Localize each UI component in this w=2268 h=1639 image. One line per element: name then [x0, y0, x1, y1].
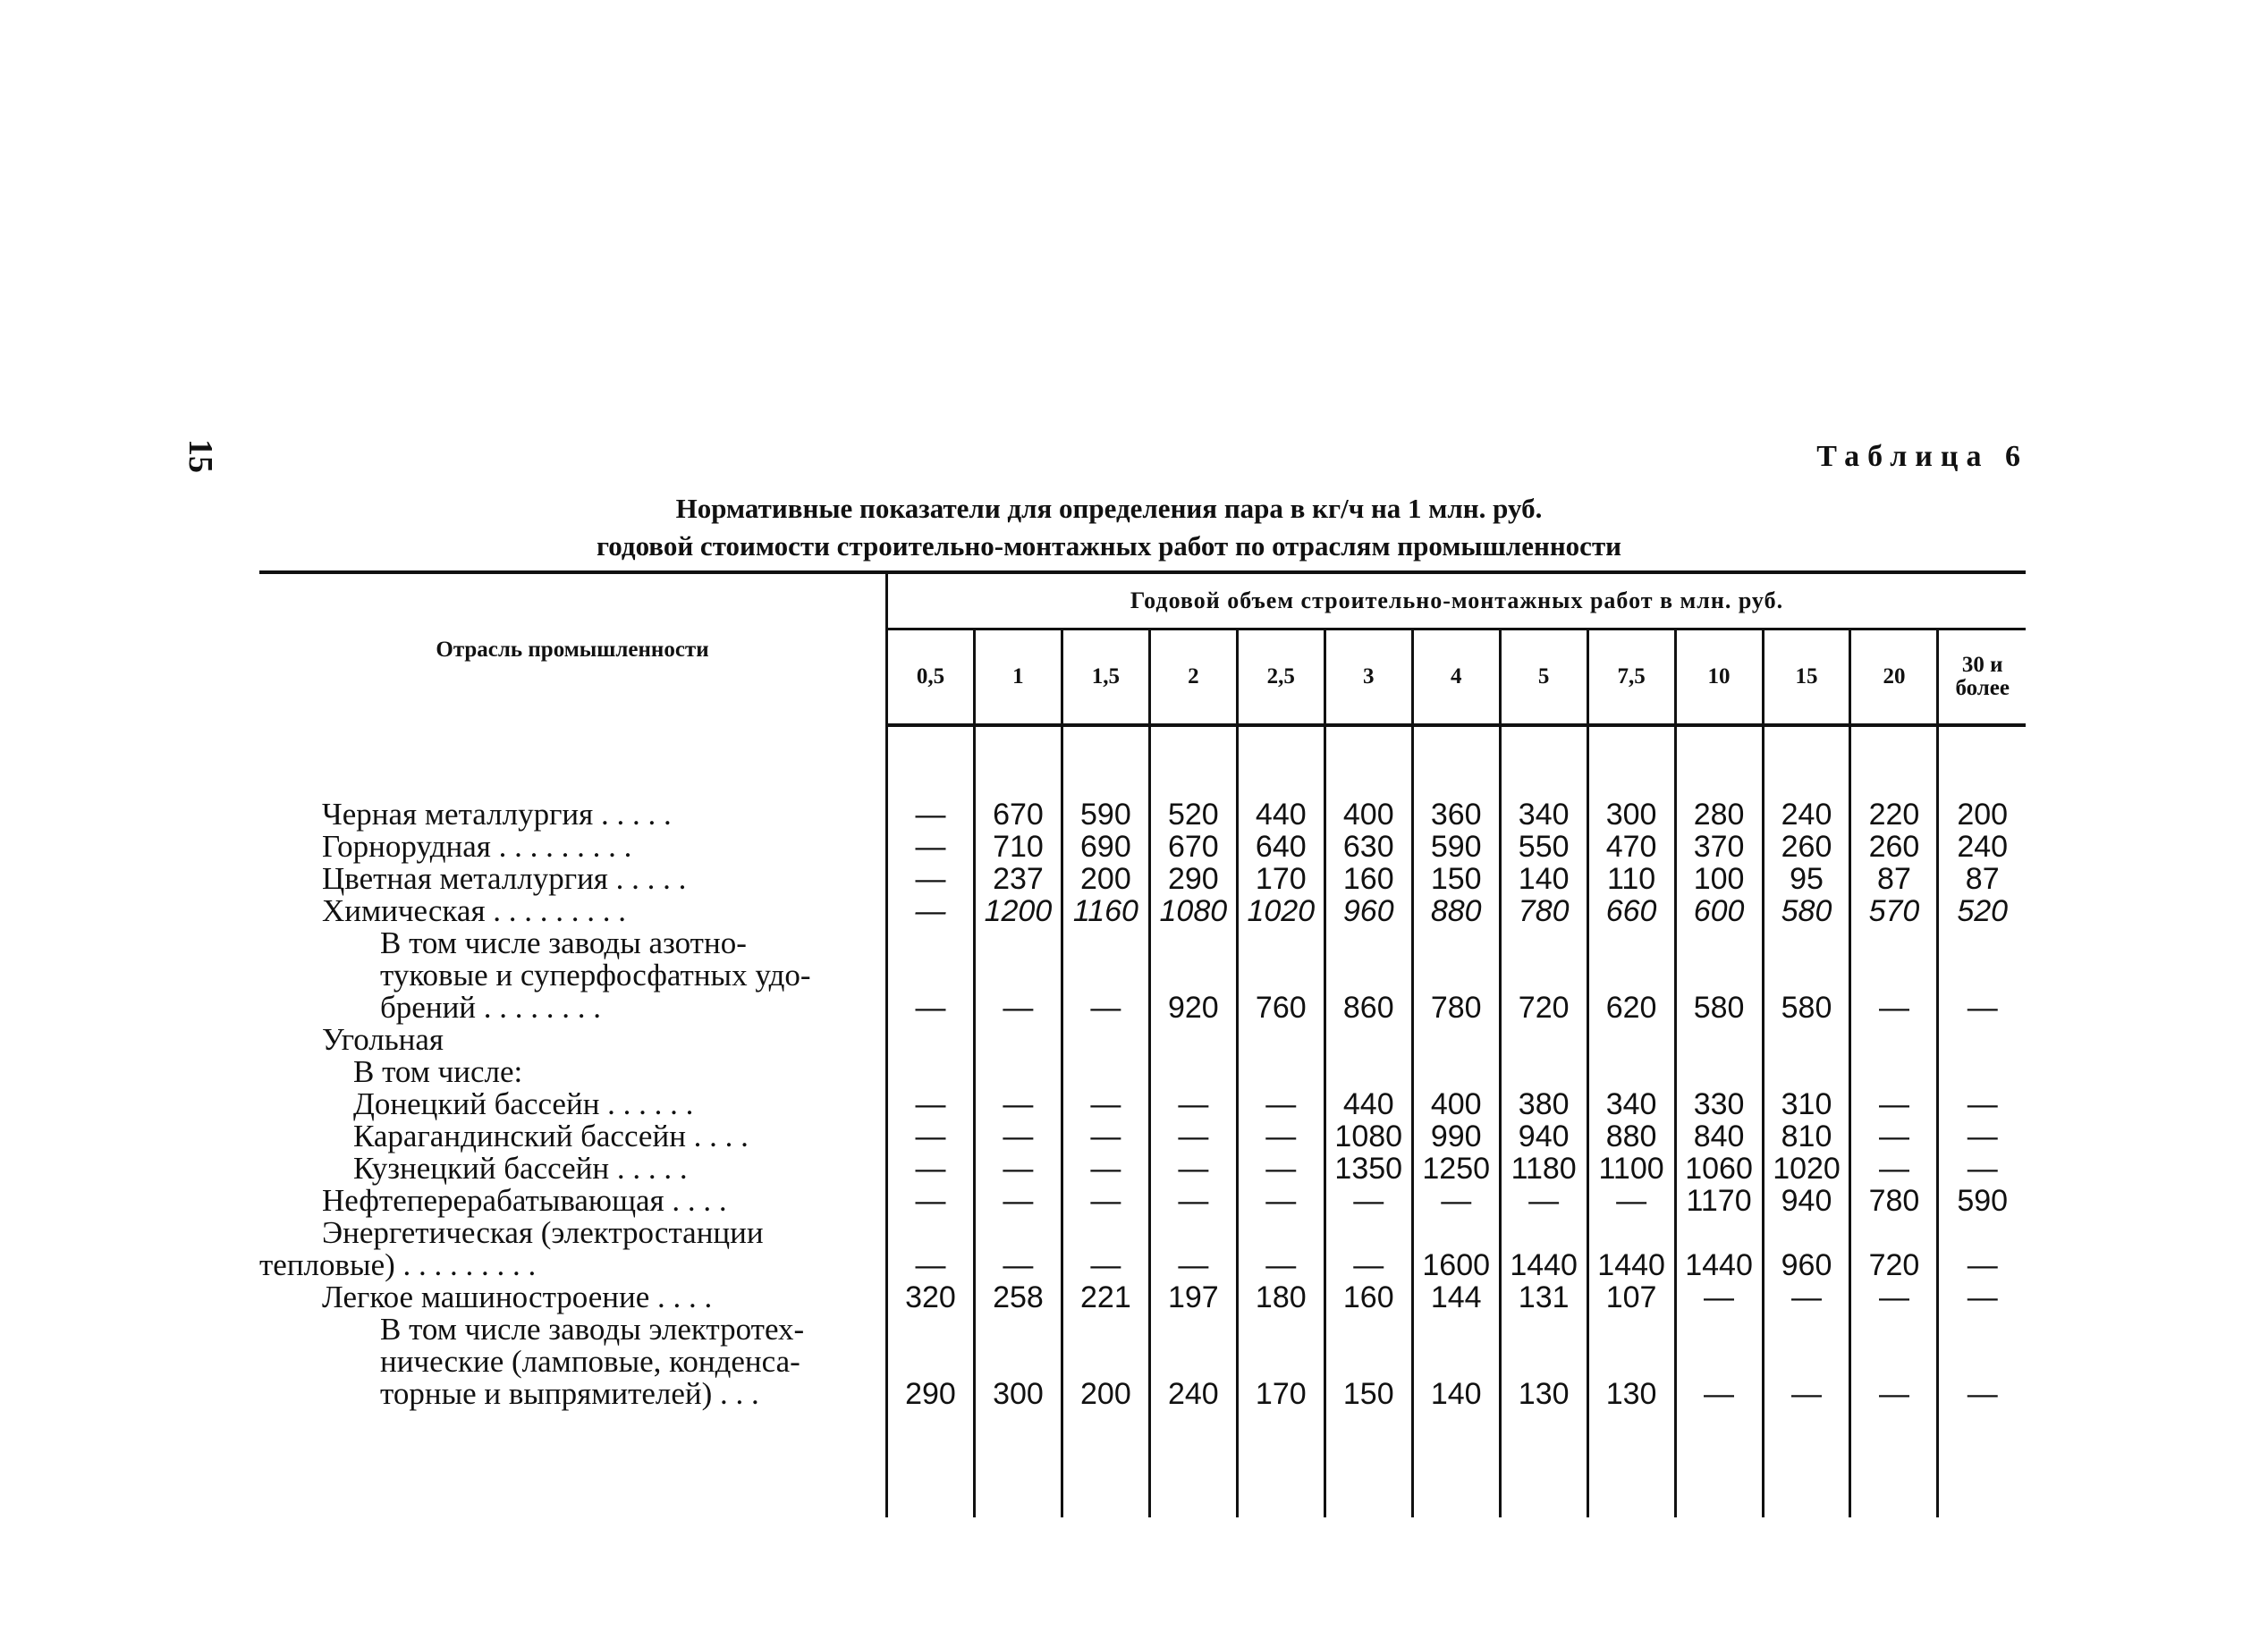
value-cell [1237, 1056, 1324, 1088]
value-cell: — [1237, 1153, 1324, 1185]
row-label: Кузнецкий бассейн . . . . . [259, 1153, 887, 1185]
value-cell: 940 [1500, 1120, 1587, 1153]
value-cell: 1180 [1500, 1153, 1587, 1185]
value-cell: 160 [1324, 1281, 1412, 1314]
value-cell: 160 [1324, 863, 1412, 895]
table-row [259, 1281, 2026, 1314]
table-row [259, 1314, 2026, 1410]
value-cell: — [1237, 1120, 1324, 1153]
value-cell: 580 [1763, 927, 1850, 1024]
value-cell [1938, 1056, 2026, 1088]
spacer-cell [974, 1410, 1062, 1517]
value-cell: 520 [1957, 894, 2009, 928]
value-cell [1587, 1056, 1675, 1088]
table-caption [259, 490, 1959, 565]
value-cell: 720 [1500, 927, 1587, 1024]
value-cell: 670 [974, 798, 1062, 831]
value-cell: 310 [1763, 1088, 1850, 1120]
value-cell: 240 [1149, 1314, 1237, 1410]
table-row [259, 798, 2026, 831]
value-cell: — [1149, 1153, 1237, 1185]
value-cell: — [1062, 927, 1149, 1024]
value-cell [1938, 1024, 2026, 1056]
value-cell: 600 [1675, 895, 1763, 927]
value-cell: 400 [1412, 1088, 1500, 1120]
value-cell: 200 [1062, 863, 1149, 895]
value-cell: 670 [1149, 831, 1237, 863]
value-cell: — [1500, 1185, 1587, 1217]
value-cell: — [1850, 1153, 1938, 1185]
row-label-line: Энергетическая (электростанции [322, 1215, 764, 1250]
row-label-line: брений . . . . . . . . [380, 990, 602, 1025]
value-cell: — [1149, 1120, 1237, 1153]
value-cell: — [1149, 1088, 1237, 1120]
value-cell: 95 [1763, 863, 1850, 895]
column-header: 2,5 [1237, 629, 1324, 726]
value-cell [1675, 1024, 1763, 1056]
table-row [259, 1056, 2026, 1088]
value-cell: 87 [1965, 862, 2000, 896]
value-cell: — [974, 1185, 1062, 1217]
value-cell: 780 [1850, 1185, 1938, 1217]
value-cell: — [974, 1153, 1062, 1185]
value-cell: — [1412, 1185, 1500, 1217]
row-label: Донецкий бассейн . . . . . . [259, 1088, 887, 1120]
value-cell: 1160 [1062, 895, 1149, 927]
value-cell: 440 [1237, 798, 1324, 831]
row-label-line: туковые и суперфосфатных удо- [380, 958, 811, 993]
value-cell: — [1850, 1314, 1938, 1410]
value-cell: 860 [1324, 927, 1412, 1024]
spacer-cell [1412, 725, 1500, 798]
value-cell: 87 [1850, 863, 1938, 895]
spacer-cell [259, 725, 887, 798]
column-header: 1,5 [1062, 629, 1149, 726]
value-cell [1324, 1056, 1412, 1088]
value-cell [1850, 1056, 1938, 1088]
spacer-cell [1324, 725, 1412, 798]
value-cell: 1080 [1324, 1120, 1412, 1153]
value-cell: 1020 [1237, 895, 1324, 927]
value-cell: 237 [974, 863, 1062, 895]
column-header: 4 [1412, 629, 1500, 726]
table-body [259, 725, 2026, 1517]
norms-table-wrap [259, 570, 2026, 1517]
branch-column-header: Отрасль промышленности [259, 572, 887, 725]
value-cell: — [887, 831, 975, 863]
value-cell [1324, 1024, 1412, 1056]
column-header: 15 [1763, 629, 1850, 726]
value-cell: 1440 [1675, 1217, 1763, 1281]
value-cell: 197 [1149, 1281, 1237, 1314]
value-cell [1763, 1056, 1850, 1088]
value-cell: 290 [887, 1314, 975, 1410]
value-cell [887, 1056, 975, 1088]
norms-table [259, 570, 2026, 1517]
value-cell: 180 [1237, 1281, 1324, 1314]
value-cell: — [887, 863, 975, 895]
value-cell: — [887, 1217, 975, 1281]
value-cell: — [1850, 927, 1938, 1024]
row-label [259, 1217, 887, 1281]
value-cell: 370 [1675, 831, 1763, 863]
value-cell: — [1149, 1185, 1237, 1217]
column-header: 10 [1675, 629, 1763, 726]
spacer-cell [1938, 1410, 2026, 1517]
value-cell: — [1967, 1119, 1998, 1153]
value-cell: 220 [1850, 798, 1938, 831]
value-cell: — [887, 895, 975, 927]
value-cell: 620 [1587, 927, 1675, 1024]
value-cell: 130 [1587, 1314, 1675, 1410]
value-cell: 780 [1500, 895, 1587, 927]
value-cell: — [1967, 1087, 1998, 1121]
value-cell: — [1967, 1377, 1998, 1411]
value-cell: 240 [1763, 798, 1850, 831]
value-cell: 440 [1324, 1088, 1412, 1120]
value-cell: 550 [1500, 831, 1587, 863]
spacer-cell [1587, 1410, 1675, 1517]
value-cell: — [1324, 1185, 1412, 1217]
value-cell: 400 [1324, 798, 1412, 831]
value-cell: 340 [1500, 798, 1587, 831]
value-cell: 940 [1763, 1185, 1850, 1217]
table-row [259, 1024, 2026, 1056]
table-row [259, 1217, 2026, 1281]
value-cell: 1350 [1324, 1153, 1412, 1185]
value-cell: 570 [1850, 895, 1938, 927]
row-label-line: торные и выпрямителей) . . . [380, 1376, 759, 1411]
page-number: 15 [182, 439, 219, 473]
spacer-cell [1237, 725, 1324, 798]
value-cell [1850, 1024, 1938, 1056]
column-header: 20 [1850, 629, 1938, 726]
value-cell: 810 [1763, 1120, 1850, 1153]
row-label: Нефтеперерабатывающая . . . . [259, 1185, 887, 1217]
value-cell: 640 [1237, 831, 1324, 863]
value-cell: 200 [1062, 1314, 1149, 1410]
value-cell: 140 [1500, 863, 1587, 895]
value-cell: 1080 [1149, 895, 1237, 927]
spacer-cell [1763, 725, 1850, 798]
value-cell: 300 [974, 1314, 1062, 1410]
value-cell: 150 [1412, 863, 1500, 895]
value-cell: 140 [1412, 1314, 1500, 1410]
row-label-line: нические (ламповые, конденса- [380, 1344, 800, 1379]
value-cell: — [974, 1217, 1062, 1281]
value-cell: 150 [1324, 1314, 1412, 1410]
value-cell: 1440 [1500, 1217, 1587, 1281]
value-cell: — [1850, 1088, 1938, 1120]
spacer-cell [1675, 1410, 1763, 1517]
row-label-line: тепловые) . . . . . . . . . [259, 1247, 537, 1282]
spacer-cell [887, 1410, 975, 1517]
row-label: Карагандинский бассейн . . . . [259, 1120, 887, 1153]
table-row [259, 895, 2026, 927]
value-cell: 990 [1412, 1120, 1500, 1153]
row-label [259, 927, 887, 1024]
spacer-cell [1675, 725, 1763, 798]
table-row [259, 831, 2026, 863]
value-cell: 1250 [1412, 1153, 1500, 1185]
spacer-cell [1149, 725, 1237, 798]
value-cell: 221 [1062, 1281, 1149, 1314]
value-cell: 590 [1062, 798, 1149, 831]
value-cell: 780 [1412, 927, 1500, 1024]
spacer-cell [1587, 725, 1675, 798]
value-cell: — [1763, 1314, 1850, 1410]
value-cell: 320 [887, 1281, 975, 1314]
value-cell: 290 [1149, 863, 1237, 895]
value-cell: — [974, 927, 1062, 1024]
value-cell: — [1062, 1120, 1149, 1153]
value-cell: — [1763, 1281, 1850, 1314]
row-label: Цветная металлургия . . . . . [259, 863, 887, 895]
value-cell: — [887, 1153, 975, 1185]
value-cell: 240 [1957, 830, 2009, 864]
value-cell: 107 [1587, 1281, 1675, 1314]
value-cell: 470 [1587, 831, 1675, 863]
value-cell: 200 [1957, 798, 2009, 832]
value-cell: — [1967, 1280, 1998, 1314]
value-cell: — [887, 927, 975, 1024]
table-row [259, 1185, 2026, 1217]
value-cell: 960 [1763, 1217, 1850, 1281]
value-cell: — [1062, 1153, 1149, 1185]
spacer-cell [1850, 725, 1938, 798]
column-header: 30 и более [1938, 629, 2026, 726]
spacer-cell [1149, 1410, 1237, 1517]
row-label-line: В том числе заводы азотно- [380, 925, 747, 960]
value-cell: 710 [974, 831, 1062, 863]
value-cell [1500, 1024, 1587, 1056]
value-cell [1149, 1024, 1237, 1056]
value-cell: 520 [1149, 798, 1237, 831]
value-cell: 880 [1587, 1120, 1675, 1153]
column-header: 5 [1500, 629, 1587, 726]
spacer-cell [1763, 1410, 1850, 1517]
row-label: Химическая . . . . . . . . . [259, 895, 887, 927]
spacer-cell [1500, 1410, 1587, 1517]
spacer-cell [1938, 725, 2026, 798]
column-header: 3 [1324, 629, 1412, 726]
value-cell: 590 [1957, 1184, 2009, 1218]
value-cell: 110 [1587, 863, 1675, 895]
value-cell [887, 1024, 975, 1056]
value-cell: 340 [1587, 1088, 1675, 1120]
table-row [259, 1153, 2026, 1185]
value-cell: 1100 [1587, 1153, 1675, 1185]
value-cell: — [1237, 1088, 1324, 1120]
value-cell: 880 [1412, 895, 1500, 927]
row-label [259, 1314, 887, 1410]
spacer-cell [1412, 1410, 1500, 1517]
bottom-spacer-row [259, 1410, 2026, 1517]
value-cell [1237, 1024, 1324, 1056]
value-cell: 131 [1500, 1281, 1587, 1314]
row-label: Горнорудная . . . . . . . . . [259, 831, 887, 863]
value-cell: 258 [974, 1281, 1062, 1314]
value-cell: 960 [1324, 895, 1412, 927]
spacer-cell [1324, 1410, 1412, 1517]
value-cell: 380 [1500, 1088, 1587, 1120]
value-cell: — [1675, 1314, 1763, 1410]
row-label: Черная металлургия . . . . . [259, 798, 887, 831]
value-cell: 280 [1675, 798, 1763, 831]
spacer-cell [1062, 725, 1149, 798]
value-cell: — [1967, 1248, 1998, 1282]
table-label: Таблица 6 [1816, 440, 2028, 473]
value-cell: — [1850, 1281, 1938, 1314]
column-header: 7,5 [1587, 629, 1675, 726]
column-header: 2 [1149, 629, 1237, 726]
value-cell: — [974, 1088, 1062, 1120]
value-cell: — [1850, 1120, 1938, 1153]
column-header: 1 [974, 629, 1062, 726]
value-cell: 720 [1850, 1217, 1938, 1281]
value-cell: 330 [1675, 1088, 1763, 1120]
value-cell [1062, 1024, 1149, 1056]
spacer-row [259, 725, 2026, 798]
spacer-cell [1850, 1410, 1938, 1517]
value-cell: — [974, 1120, 1062, 1153]
row-label: Угольная [259, 1024, 887, 1056]
row-label: В том числе: [259, 1056, 887, 1088]
value-cell: — [1967, 1152, 1998, 1186]
value-cell: 1170 [1675, 1185, 1763, 1217]
row-label-line: В том числе заводы электротех- [380, 1312, 805, 1347]
value-cell [1675, 1056, 1763, 1088]
value-cell [1587, 1024, 1675, 1056]
value-cell: 144 [1412, 1281, 1500, 1314]
value-cell: 1600 [1412, 1217, 1500, 1281]
value-cell [1763, 1024, 1850, 1056]
value-cell [1412, 1056, 1500, 1088]
value-cell: 260 [1763, 831, 1850, 863]
value-cell: — [887, 1088, 975, 1120]
value-cell [1149, 1056, 1237, 1088]
value-cell: — [1967, 991, 1998, 1025]
table-row [259, 927, 2026, 1024]
caption-line-2: годовой стоимости строительно-монтажных работ по отраслям промышленности [596, 530, 1622, 562]
value-cell: — [1324, 1217, 1412, 1281]
spacer-cell [887, 725, 975, 798]
row-label: Легкое машиностроение . . . . [259, 1281, 887, 1314]
value-cell: 130 [1500, 1314, 1587, 1410]
spacer-cell [1062, 1410, 1149, 1517]
value-cell [1412, 1024, 1500, 1056]
spacer-cell [1237, 1410, 1324, 1517]
value-cell: — [1062, 1185, 1149, 1217]
value-cell: — [1062, 1217, 1149, 1281]
value-cell: 300 [1587, 798, 1675, 831]
table-row [259, 1088, 2026, 1120]
value-cell: — [887, 798, 975, 831]
value-cell: 580 [1675, 927, 1763, 1024]
volume-group-header: Годовой объем строительно-монтажных работ в млн. руб. [887, 572, 2027, 629]
value-cell: 630 [1324, 831, 1412, 863]
value-cell: 170 [1237, 1314, 1324, 1410]
value-cell: — [1237, 1185, 1324, 1217]
value-cell: 1440 [1587, 1217, 1675, 1281]
value-cell: — [887, 1185, 975, 1217]
value-cell: 1060 [1675, 1153, 1763, 1185]
value-cell: 1020 [1763, 1153, 1850, 1185]
column-header: 0,5 [887, 629, 975, 726]
value-cell: 760 [1237, 927, 1324, 1024]
value-cell: 660 [1587, 895, 1675, 927]
value-cell: 840 [1675, 1120, 1763, 1153]
value-cell: 690 [1062, 831, 1149, 863]
value-cell: — [887, 1120, 975, 1153]
value-cell [974, 1056, 1062, 1088]
value-cell [974, 1024, 1062, 1056]
caption-line-1: Нормативные показатели для определения пара в кг/ч на 1 млн. руб. [675, 493, 1543, 524]
value-cell: 1200 [974, 895, 1062, 927]
value-cell: — [1587, 1185, 1675, 1217]
spacer-cell [259, 1410, 887, 1517]
value-cell: 260 [1850, 831, 1938, 863]
value-cell: — [1062, 1088, 1149, 1120]
spacer-cell [1500, 725, 1587, 798]
value-cell: 100 [1675, 863, 1763, 895]
spacer-cell [974, 725, 1062, 798]
value-cell: 170 [1237, 863, 1324, 895]
value-cell: 360 [1412, 798, 1500, 831]
value-cell [1062, 1056, 1149, 1088]
value-cell: 920 [1149, 927, 1237, 1024]
value-cell: 580 [1763, 895, 1850, 927]
value-cell: — [1149, 1217, 1237, 1281]
value-cell: 590 [1412, 831, 1500, 863]
table-row [259, 1120, 2026, 1153]
value-cell: — [1237, 1217, 1324, 1281]
value-cell: — [1675, 1281, 1763, 1314]
value-cell [1500, 1056, 1587, 1088]
table-row [259, 863, 2026, 895]
